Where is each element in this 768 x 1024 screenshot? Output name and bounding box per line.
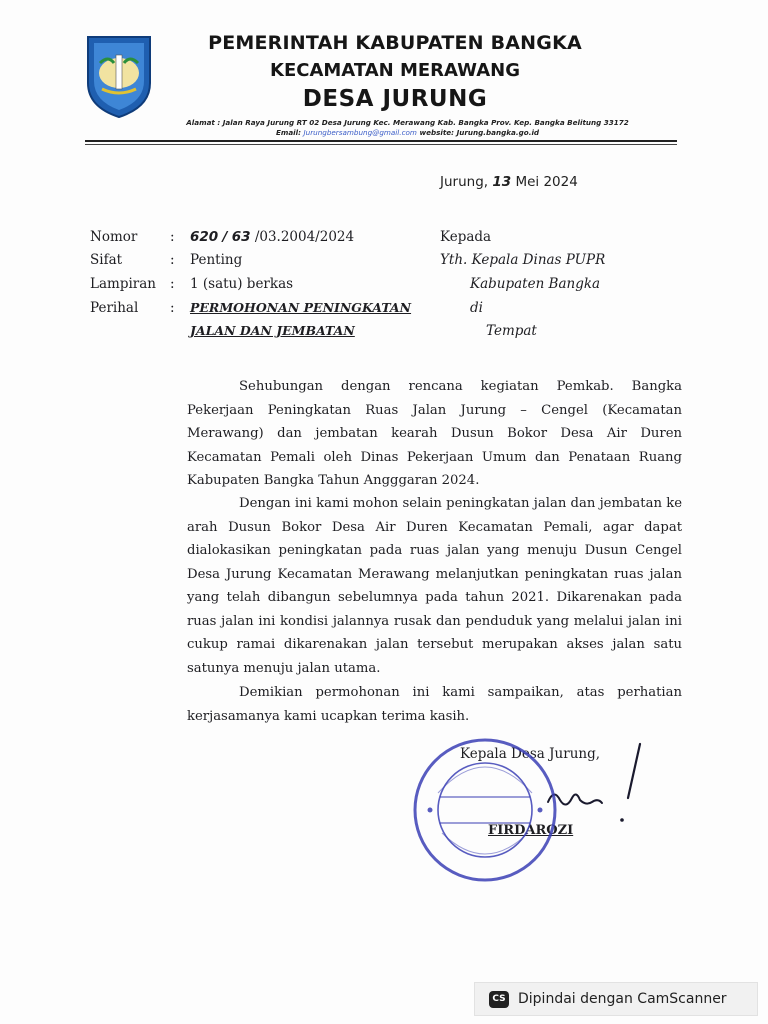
letterhead-contact [130,128,685,137]
lampiran-value: 1 (satu) berkas [190,276,294,292]
official-stamp-icon [410,735,560,885]
signature-title: Kepala Desa Jurung, [460,746,601,762]
perihal-line2: JALAN DAN JEMBATAN [190,323,355,338]
letter-date [440,174,578,190]
letterhead-divider [85,140,677,142]
letterhead-village: DESA JURUNG [302,86,488,112]
camscanner-watermark [474,982,758,1016]
nomor-rest: /03.2004/2024 [254,229,355,245]
recipient-di: di [470,300,483,316]
website-link[interactable]: Jurung.bangka.go.id [456,128,540,137]
date-place: Jurung, [440,174,489,190]
website-label: website: [419,128,455,137]
colon: : [170,300,175,316]
nomor-value [190,229,354,245]
letterhead-district: KECAMATAN MERAWANG [270,60,520,81]
camscanner-logo: CS [489,991,509,1008]
perihal-label: Perihal [90,300,139,316]
recipient-kepada: Kepada [440,229,492,245]
body-paragraph-2: Dengan ini kami mohon selain peningkatan jalan dan jembatan ke arah Dusun Bokor Desa Air Duren Kecamatan Pemali, agar dapat dialokasikan peningkatan pada ruas jalan yang menuju Dusun Cengel Desa Jurung Kecamatan Merawang melanjutkan peningkatan ruas jalan yang telah dibangun sebelumnya pada tahun 2021. Dikarenakan pada ruas jalan ini kondisi jalannya rusak dan penduduk yang melalui jalan ini cukup ramai dikarenakan jalan tersebut merupakan akses jalan satu satunya menuju jalan utama. [187,496,682,676]
colon: : [170,229,175,245]
nomor-separator: / [222,229,228,245]
sifat-value: Penting [190,252,243,268]
date-month-year: Mei 2024 [515,174,578,190]
email-label: Email: [275,128,301,137]
body-paragraph-3: Demikian permohonan ini kami sampaikan, atas perhatian kerjasamanya kami ucapkan terima kasih. [187,685,682,724]
signatory-name: FIRDAROZI [488,823,574,838]
body-paragraph-1: Sehubungan dengan rencana kegiatan Pemkab. Bangka Pekerjaan Peningkatan Ruas Jalan Jurung – Cengel (Kecamatan Merawang) dan jembatan kearah Dusun Bokor Desa Air Duren Kecamatan Pemali oleh Dinas Pekerjaan Umum dan Penataan Ruang Kabupaten Bangka Tahun Angggaran 2024. [187,379,682,488]
colon: : [170,276,175,292]
nomor-part2: 63 [231,229,251,245]
colon: : [170,252,175,268]
recipient-kabupaten: Kabupaten Bangka [470,276,601,292]
recipient-tempat: Tempat [486,323,537,339]
perihal-line1: PERMOHONAN PENINGKATAN [190,300,412,315]
camscanner-text: Dipindai dengan CamScanner [518,991,727,1007]
regency-emblem-icon [84,33,154,119]
nomor-part1: 620 [190,229,219,245]
letterhead-address: Alamat : Jalan Raya Jurung RT 02 Desa Jurung Kec. Merawang Kab. Bangka Prov. Kep. Bangka Belitung 33172 [186,118,629,127]
date-day: 13 [492,174,512,190]
nomor-label: Nomor [90,229,138,245]
recipient-yth: Yth. Kepala Dinas PUPR [440,252,606,268]
sifat-label: Sifat [90,252,123,268]
email-link[interactable]: Jurungbersambung@gmail.com [303,128,417,137]
lampiran-label: Lampiran [90,276,156,292]
letterhead-government: PEMERINTAH KABUPATEN BANGKA [208,32,582,54]
letterhead-divider-thin [85,144,677,145]
